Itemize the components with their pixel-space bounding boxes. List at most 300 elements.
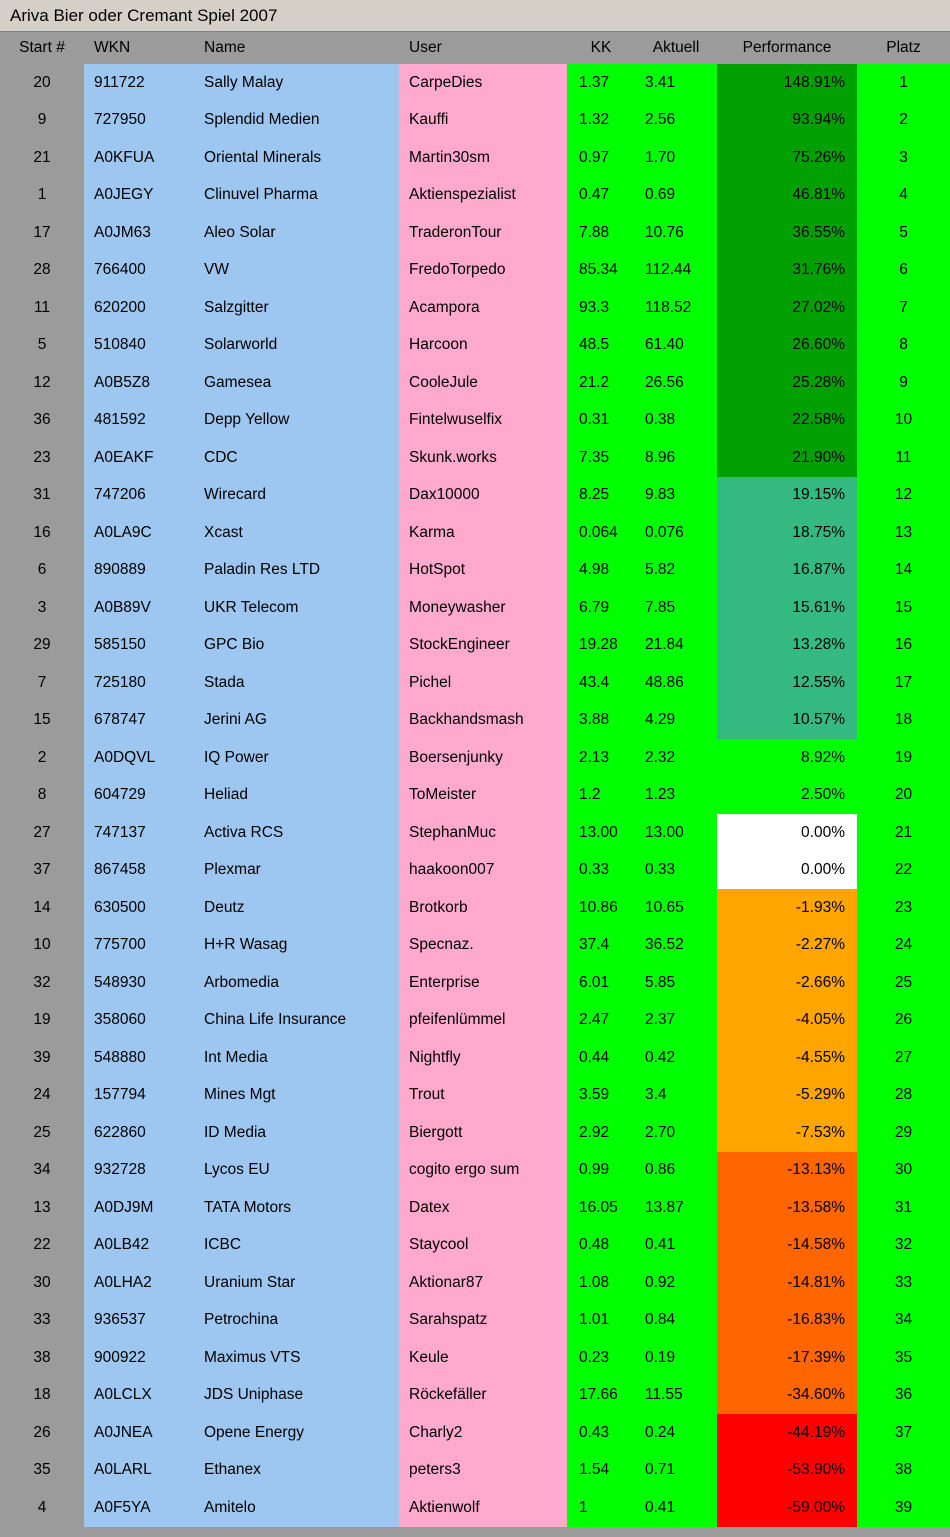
cell-performance[interactable]: -2.27% — [717, 927, 857, 965]
cell-name[interactable]: GPC Bio — [194, 627, 399, 665]
cell-start[interactable]: 9 — [0, 102, 84, 140]
table-row[interactable] — [0, 777, 950, 815]
cell-name[interactable]: Maximus VTS — [194, 1339, 399, 1377]
cell-start[interactable]: 34 — [0, 1152, 84, 1190]
cell-user[interactable]: Biergott — [399, 1114, 567, 1152]
table-row[interactable] — [0, 1189, 950, 1227]
cell-performance[interactable]: 8.92% — [717, 739, 857, 777]
table-row[interactable] — [0, 514, 950, 552]
table-row[interactable] — [0, 214, 950, 252]
cell-name[interactable]: Stada — [194, 664, 399, 702]
cell-kk[interactable]: 48.5 — [567, 327, 635, 365]
cell-start[interactable]: 8 — [0, 777, 84, 815]
cell-performance[interactable]: 19.15% — [717, 477, 857, 515]
cell-platz[interactable]: 33 — [857, 1264, 950, 1302]
cell-aktuell[interactable]: 21.84 — [635, 627, 717, 665]
cell-start[interactable]: 37 — [0, 852, 84, 890]
cell-kk[interactable]: 0.99 — [567, 1152, 635, 1190]
cell-name[interactable]: Amitelo — [194, 1489, 399, 1527]
cell-wkn[interactable]: 678747 — [84, 702, 194, 740]
cell-aktuell[interactable]: 0.076 — [635, 514, 717, 552]
cell-platz[interactable]: 1 — [857, 64, 950, 102]
cell-user[interactable]: Skunk.works — [399, 439, 567, 477]
cell-performance[interactable]: -14.58% — [717, 1227, 857, 1265]
cell-wkn[interactable]: 911722 — [84, 64, 194, 102]
cell-aktuell[interactable]: 0.38 — [635, 402, 717, 440]
cell-performance[interactable]: -1.93% — [717, 889, 857, 927]
cell-wkn[interactable]: 747137 — [84, 814, 194, 852]
cell-wkn[interactable]: A0LCLX — [84, 1377, 194, 1415]
cell-performance[interactable]: 18.75% — [717, 514, 857, 552]
cell-aktuell[interactable]: 13.87 — [635, 1189, 717, 1227]
cell-aktuell[interactable]: 2.37 — [635, 1002, 717, 1040]
cell-aktuell[interactable]: 10.76 — [635, 214, 717, 252]
cell-user[interactable]: Boersenjunky — [399, 739, 567, 777]
cell-performance[interactable]: 16.87% — [717, 552, 857, 590]
table-row[interactable] — [0, 1302, 950, 1340]
cell-aktuell[interactable]: 4.29 — [635, 702, 717, 740]
table-row[interactable] — [0, 702, 950, 740]
cell-start[interactable]: 18 — [0, 1377, 84, 1415]
cell-aktuell[interactable]: 2.56 — [635, 102, 717, 140]
cell-performance[interactable]: -4.55% — [717, 1039, 857, 1077]
cell-wkn[interactable]: A0JNEA — [84, 1414, 194, 1452]
table-row[interactable] — [0, 1339, 950, 1377]
cell-name[interactable]: Depp Yellow — [194, 402, 399, 440]
cell-kk[interactable]: 3.59 — [567, 1077, 635, 1115]
table-row[interactable] — [0, 1114, 950, 1152]
cell-name[interactable]: CDC — [194, 439, 399, 477]
cell-platz[interactable]: 14 — [857, 552, 950, 590]
cell-user[interactable]: Aktionar87 — [399, 1264, 567, 1302]
cell-wkn[interactable]: A0LA9C — [84, 514, 194, 552]
cell-platz[interactable]: 18 — [857, 702, 950, 740]
cell-aktuell[interactable]: 0.33 — [635, 852, 717, 890]
cell-name[interactable]: UKR Telecom — [194, 589, 399, 627]
cell-aktuell[interactable]: 3.4 — [635, 1077, 717, 1115]
cell-platz[interactable]: 21 — [857, 814, 950, 852]
cell-platz[interactable]: 26 — [857, 1002, 950, 1040]
cell-performance[interactable]: -34.60% — [717, 1377, 857, 1415]
table-row[interactable] — [0, 1002, 950, 1040]
cell-user[interactable]: Keule — [399, 1339, 567, 1377]
cell-performance[interactable]: -4.05% — [717, 1002, 857, 1040]
cell-name[interactable]: JDS Uniphase — [194, 1377, 399, 1415]
cell-aktuell[interactable]: 0.92 — [635, 1264, 717, 1302]
cell-name[interactable]: Splendid Medien — [194, 102, 399, 140]
cell-name[interactable]: Xcast — [194, 514, 399, 552]
cell-start[interactable]: 35 — [0, 1452, 84, 1490]
cell-platz[interactable]: 39 — [857, 1489, 950, 1527]
cell-start[interactable]: 13 — [0, 1189, 84, 1227]
cell-platz[interactable]: 9 — [857, 364, 950, 402]
cell-platz[interactable]: 6 — [857, 252, 950, 290]
cell-user[interactable]: pfeifenlümmel — [399, 1002, 567, 1040]
cell-platz[interactable]: 8 — [857, 327, 950, 365]
table-row[interactable] — [0, 852, 950, 890]
cell-start[interactable]: 25 — [0, 1114, 84, 1152]
cell-user[interactable]: Aktienspezialist — [399, 177, 567, 215]
cell-aktuell[interactable]: 118.52 — [635, 289, 717, 327]
cell-platz[interactable]: 16 — [857, 627, 950, 665]
cell-aktuell[interactable]: 112.44 — [635, 252, 717, 290]
table-row[interactable] — [0, 1264, 950, 1302]
cell-platz[interactable]: 19 — [857, 739, 950, 777]
cell-kk[interactable]: 6.01 — [567, 964, 635, 1002]
cell-platz[interactable]: 5 — [857, 214, 950, 252]
cell-user[interactable]: Harcoon — [399, 327, 567, 365]
cell-platz[interactable]: 17 — [857, 664, 950, 702]
cell-name[interactable]: IQ Power — [194, 739, 399, 777]
cell-performance[interactable]: -44.19% — [717, 1414, 857, 1452]
cell-wkn[interactable]: A0KFUA — [84, 139, 194, 177]
cell-performance[interactable]: -13.13% — [717, 1152, 857, 1190]
cell-name[interactable]: Aleo Solar — [194, 214, 399, 252]
table-row[interactable] — [0, 102, 950, 140]
cell-start[interactable]: 32 — [0, 964, 84, 1002]
cell-name[interactable]: Activa RCS — [194, 814, 399, 852]
cell-user[interactable]: haakoon007 — [399, 852, 567, 890]
cell-aktuell[interactable]: 13.00 — [635, 814, 717, 852]
cell-platz[interactable]: 34 — [857, 1302, 950, 1340]
table-row[interactable] — [0, 252, 950, 290]
cell-performance[interactable]: -59.00% — [717, 1489, 857, 1527]
cell-performance[interactable]: -5.29% — [717, 1077, 857, 1115]
cell-wkn[interactable]: 481592 — [84, 402, 194, 440]
cell-platz[interactable]: 22 — [857, 852, 950, 890]
cell-name[interactable]: Petrochina — [194, 1302, 399, 1340]
cell-platz[interactable]: 15 — [857, 589, 950, 627]
cell-name[interactable]: Ethanex — [194, 1452, 399, 1490]
cell-aktuell[interactable]: 0.69 — [635, 177, 717, 215]
cell-name[interactable]: Sally Malay — [194, 64, 399, 102]
cell-performance[interactable]: 36.55% — [717, 214, 857, 252]
cell-start[interactable]: 33 — [0, 1302, 84, 1340]
cell-name[interactable]: Plexmar — [194, 852, 399, 890]
cell-platz[interactable]: 12 — [857, 477, 950, 515]
cell-start[interactable]: 10 — [0, 927, 84, 965]
cell-aktuell[interactable]: 5.85 — [635, 964, 717, 1002]
cell-start[interactable]: 39 — [0, 1039, 84, 1077]
column-header-start[interactable]: Start # — [0, 32, 84, 64]
cell-platz[interactable]: 4 — [857, 177, 950, 215]
cell-performance[interactable]: 93.94% — [717, 102, 857, 140]
cell-aktuell[interactable]: 0.41 — [635, 1227, 717, 1265]
cell-user[interactable]: Fintelwuselfix — [399, 402, 567, 440]
cell-user[interactable]: CarpeDies — [399, 64, 567, 102]
cell-name[interactable]: Heliad — [194, 777, 399, 815]
cell-user[interactable]: CooleJule — [399, 364, 567, 402]
cell-kk[interactable]: 0.97 — [567, 139, 635, 177]
cell-wkn[interactable]: A0DQVL — [84, 739, 194, 777]
cell-aktuell[interactable]: 0.41 — [635, 1489, 717, 1527]
table-row[interactable] — [0, 327, 950, 365]
cell-performance[interactable]: 10.57% — [717, 702, 857, 740]
cell-name[interactable]: Oriental Minerals — [194, 139, 399, 177]
cell-aktuell[interactable]: 0.71 — [635, 1452, 717, 1490]
cell-kk[interactable]: 0.43 — [567, 1414, 635, 1452]
cell-wkn[interactable]: 867458 — [84, 852, 194, 890]
column-header-performance[interactable]: Performance — [717, 32, 857, 64]
cell-start[interactable]: 31 — [0, 477, 84, 515]
table-row[interactable] — [0, 1039, 950, 1077]
cell-start[interactable]: 19 — [0, 1002, 84, 1040]
cell-user[interactable]: Karma — [399, 514, 567, 552]
cell-user[interactable]: Martin30sm — [399, 139, 567, 177]
cell-name[interactable]: Paladin Res LTD — [194, 552, 399, 590]
cell-performance[interactable]: 31.76% — [717, 252, 857, 290]
cell-name[interactable]: Clinuvel Pharma — [194, 177, 399, 215]
cell-kk[interactable]: 43.4 — [567, 664, 635, 702]
cell-user[interactable]: peters3 — [399, 1452, 567, 1490]
cell-start[interactable]: 38 — [0, 1339, 84, 1377]
cell-kk[interactable]: 1.32 — [567, 102, 635, 140]
cell-performance[interactable]: 46.81% — [717, 177, 857, 215]
cell-user[interactable]: Brotkorb — [399, 889, 567, 927]
table-row[interactable] — [0, 1414, 950, 1452]
cell-start[interactable]: 4 — [0, 1489, 84, 1527]
cell-kk[interactable]: 6.79 — [567, 589, 635, 627]
table-row[interactable] — [0, 1489, 950, 1527]
cell-start[interactable]: 15 — [0, 702, 84, 740]
cell-aktuell[interactable]: 2.32 — [635, 739, 717, 777]
cell-user[interactable]: Staycool — [399, 1227, 567, 1265]
table-row[interactable] — [0, 1452, 950, 1490]
column-header-platz[interactable]: Platz — [857, 32, 950, 64]
table-row[interactable] — [0, 177, 950, 215]
cell-wkn[interactable]: 622860 — [84, 1114, 194, 1152]
cell-wkn[interactable]: A0EAKF — [84, 439, 194, 477]
cell-start[interactable]: 22 — [0, 1227, 84, 1265]
cell-kk[interactable]: 19.28 — [567, 627, 635, 665]
table-row[interactable] — [0, 927, 950, 965]
cell-wkn[interactable]: 725180 — [84, 664, 194, 702]
cell-wkn[interactable]: 766400 — [84, 252, 194, 290]
cell-wkn[interactable]: 585150 — [84, 627, 194, 665]
table-row[interactable] — [0, 1152, 950, 1190]
cell-name[interactable]: ICBC — [194, 1227, 399, 1265]
cell-kk[interactable]: 1.37 — [567, 64, 635, 102]
cell-aktuell[interactable]: 61.40 — [635, 327, 717, 365]
cell-aktuell[interactable]: 0.19 — [635, 1339, 717, 1377]
cell-user[interactable]: Aktienwolf — [399, 1489, 567, 1527]
cell-platz[interactable]: 38 — [857, 1452, 950, 1490]
table-row[interactable] — [0, 814, 950, 852]
column-header-user[interactable]: User — [399, 32, 567, 64]
cell-wkn[interactable]: A0B89V — [84, 589, 194, 627]
cell-kk[interactable]: 8.25 — [567, 477, 635, 515]
cell-aktuell[interactable]: 1.23 — [635, 777, 717, 815]
cell-start[interactable]: 14 — [0, 889, 84, 927]
cell-wkn[interactable]: 900922 — [84, 1339, 194, 1377]
cell-start[interactable]: 23 — [0, 439, 84, 477]
cell-kk[interactable]: 93.3 — [567, 289, 635, 327]
cell-wkn[interactable]: 936537 — [84, 1302, 194, 1340]
cell-kk[interactable]: 0.23 — [567, 1339, 635, 1377]
cell-start[interactable]: 2 — [0, 739, 84, 777]
cell-name[interactable]: TATA Motors — [194, 1189, 399, 1227]
cell-performance[interactable]: 21.90% — [717, 439, 857, 477]
cell-platz[interactable]: 13 — [857, 514, 950, 552]
cell-kk[interactable]: 0.48 — [567, 1227, 635, 1265]
cell-kk[interactable]: 17.66 — [567, 1377, 635, 1415]
table-row[interactable] — [0, 64, 950, 102]
cell-user[interactable]: Enterprise — [399, 964, 567, 1002]
cell-start[interactable]: 5 — [0, 327, 84, 365]
cell-kk[interactable]: 10.86 — [567, 889, 635, 927]
cell-kk[interactable]: 2.92 — [567, 1114, 635, 1152]
cell-name[interactable]: ID Media — [194, 1114, 399, 1152]
cell-kk[interactable]: 2.47 — [567, 1002, 635, 1040]
cell-start[interactable]: 1 — [0, 177, 84, 215]
cell-kk[interactable]: 7.35 — [567, 439, 635, 477]
cell-wkn[interactable]: 358060 — [84, 1002, 194, 1040]
cell-user[interactable]: Röckefäller — [399, 1377, 567, 1415]
cell-name[interactable]: Mines Mgt — [194, 1077, 399, 1115]
column-header-kk[interactable]: KK — [567, 32, 635, 64]
cell-performance[interactable]: 0.00% — [717, 814, 857, 852]
cell-wkn[interactable]: A0DJ9M — [84, 1189, 194, 1227]
cell-performance[interactable]: 13.28% — [717, 627, 857, 665]
cell-performance[interactable]: 2.50% — [717, 777, 857, 815]
cell-kk[interactable]: 85.34 — [567, 252, 635, 290]
cell-start[interactable]: 30 — [0, 1264, 84, 1302]
cell-user[interactable]: ToMeister — [399, 777, 567, 815]
cell-wkn[interactable]: A0JM63 — [84, 214, 194, 252]
cell-platz[interactable]: 24 — [857, 927, 950, 965]
cell-kk[interactable]: 0.31 — [567, 402, 635, 440]
cell-kk[interactable]: 7.88 — [567, 214, 635, 252]
cell-wkn[interactable]: 157794 — [84, 1077, 194, 1115]
cell-start[interactable]: 3 — [0, 589, 84, 627]
cell-kk[interactable]: 21.2 — [567, 364, 635, 402]
cell-kk[interactable]: 1.08 — [567, 1264, 635, 1302]
cell-user[interactable]: HotSpot — [399, 552, 567, 590]
cell-start[interactable]: 26 — [0, 1414, 84, 1452]
cell-wkn[interactable]: 510840 — [84, 327, 194, 365]
cell-platz[interactable]: 29 — [857, 1114, 950, 1152]
column-header-name[interactable]: Name — [194, 32, 399, 64]
cell-platz[interactable]: 3 — [857, 139, 950, 177]
cell-name[interactable]: Opene Energy — [194, 1414, 399, 1452]
cell-start[interactable]: 36 — [0, 402, 84, 440]
cell-user[interactable]: StockEngineer — [399, 627, 567, 665]
cell-platz[interactable]: 31 — [857, 1189, 950, 1227]
cell-aktuell[interactable]: 0.42 — [635, 1039, 717, 1077]
cell-name[interactable]: Wirecard — [194, 477, 399, 515]
cell-aktuell[interactable]: 0.24 — [635, 1414, 717, 1452]
cell-user[interactable]: Acampora — [399, 289, 567, 327]
cell-aktuell[interactable]: 5.82 — [635, 552, 717, 590]
cell-platz[interactable]: 25 — [857, 964, 950, 1002]
cell-start[interactable]: 17 — [0, 214, 84, 252]
cell-aktuell[interactable]: 7.85 — [635, 589, 717, 627]
table-row[interactable] — [0, 402, 950, 440]
cell-user[interactable]: Datex — [399, 1189, 567, 1227]
cell-name[interactable]: Int Media — [194, 1039, 399, 1077]
cell-aktuell[interactable]: 3.41 — [635, 64, 717, 102]
cell-aktuell[interactable]: 0.86 — [635, 1152, 717, 1190]
table-row[interactable] — [0, 477, 950, 515]
cell-platz[interactable]: 23 — [857, 889, 950, 927]
cell-name[interactable]: Uranium Star — [194, 1264, 399, 1302]
cell-aktuell[interactable]: 36.52 — [635, 927, 717, 965]
cell-start[interactable]: 27 — [0, 814, 84, 852]
cell-performance[interactable]: -14.81% — [717, 1264, 857, 1302]
cell-name[interactable]: Jerini AG — [194, 702, 399, 740]
cell-aktuell[interactable]: 11.55 — [635, 1377, 717, 1415]
cell-name[interactable]: China Life Insurance — [194, 1002, 399, 1040]
cell-name[interactable]: Deutz — [194, 889, 399, 927]
cell-wkn[interactable]: 932728 — [84, 1152, 194, 1190]
cell-kk[interactable]: 1.54 — [567, 1452, 635, 1490]
cell-user[interactable]: Specnaz. — [399, 927, 567, 965]
cell-aktuell[interactable]: 9.83 — [635, 477, 717, 515]
cell-user[interactable]: Dax10000 — [399, 477, 567, 515]
cell-name[interactable]: Lycos EU — [194, 1152, 399, 1190]
cell-platz[interactable]: 7 — [857, 289, 950, 327]
cell-wkn[interactable]: A0B5Z8 — [84, 364, 194, 402]
cell-name[interactable]: Solarworld — [194, 327, 399, 365]
cell-wkn[interactable]: 548880 — [84, 1039, 194, 1077]
cell-wkn[interactable]: 620200 — [84, 289, 194, 327]
cell-performance[interactable]: 12.55% — [717, 664, 857, 702]
cell-name[interactable]: Arbomedia — [194, 964, 399, 1002]
cell-user[interactable]: cogito ergo sum — [399, 1152, 567, 1190]
table-row[interactable] — [0, 664, 950, 702]
cell-name[interactable]: Gamesea — [194, 364, 399, 402]
cell-user[interactable]: FredoTorpedo — [399, 252, 567, 290]
cell-performance[interactable]: -16.83% — [717, 1302, 857, 1340]
cell-wkn[interactable]: A0JEGY — [84, 177, 194, 215]
cell-kk[interactable]: 1.01 — [567, 1302, 635, 1340]
table-row[interactable] — [0, 589, 950, 627]
cell-start[interactable]: 16 — [0, 514, 84, 552]
cell-wkn[interactable]: 890889 — [84, 552, 194, 590]
table-row[interactable] — [0, 289, 950, 327]
cell-user[interactable]: Pichel — [399, 664, 567, 702]
cell-name[interactable]: Salzgitter — [194, 289, 399, 327]
cell-start[interactable]: 29 — [0, 627, 84, 665]
cell-start[interactable]: 28 — [0, 252, 84, 290]
cell-user[interactable]: Moneywasher — [399, 589, 567, 627]
cell-user[interactable]: Charly2 — [399, 1414, 567, 1452]
cell-start[interactable]: 12 — [0, 364, 84, 402]
cell-user[interactable]: TraderonTour — [399, 214, 567, 252]
cell-aktuell[interactable]: 48.86 — [635, 664, 717, 702]
cell-wkn[interactable]: 604729 — [84, 777, 194, 815]
cell-user[interactable]: Nightfly — [399, 1039, 567, 1077]
table-row[interactable] — [0, 139, 950, 177]
cell-kk[interactable]: 16.05 — [567, 1189, 635, 1227]
cell-wkn[interactable]: 548930 — [84, 964, 194, 1002]
cell-platz[interactable]: 11 — [857, 439, 950, 477]
cell-platz[interactable]: 37 — [857, 1414, 950, 1452]
table-row[interactable] — [0, 1227, 950, 1265]
cell-wkn[interactable]: 727950 — [84, 102, 194, 140]
cell-platz[interactable]: 32 — [857, 1227, 950, 1265]
column-header-wkn[interactable]: WKN — [84, 32, 194, 64]
cell-wkn[interactable]: 747206 — [84, 477, 194, 515]
cell-kk[interactable]: 4.98 — [567, 552, 635, 590]
cell-platz[interactable]: 2 — [857, 102, 950, 140]
cell-platz[interactable]: 36 — [857, 1377, 950, 1415]
cell-performance[interactable]: 15.61% — [717, 589, 857, 627]
cell-performance[interactable]: -17.39% — [717, 1339, 857, 1377]
cell-performance[interactable]: 26.60% — [717, 327, 857, 365]
table-row[interactable] — [0, 1377, 950, 1415]
cell-kk[interactable]: 0.47 — [567, 177, 635, 215]
